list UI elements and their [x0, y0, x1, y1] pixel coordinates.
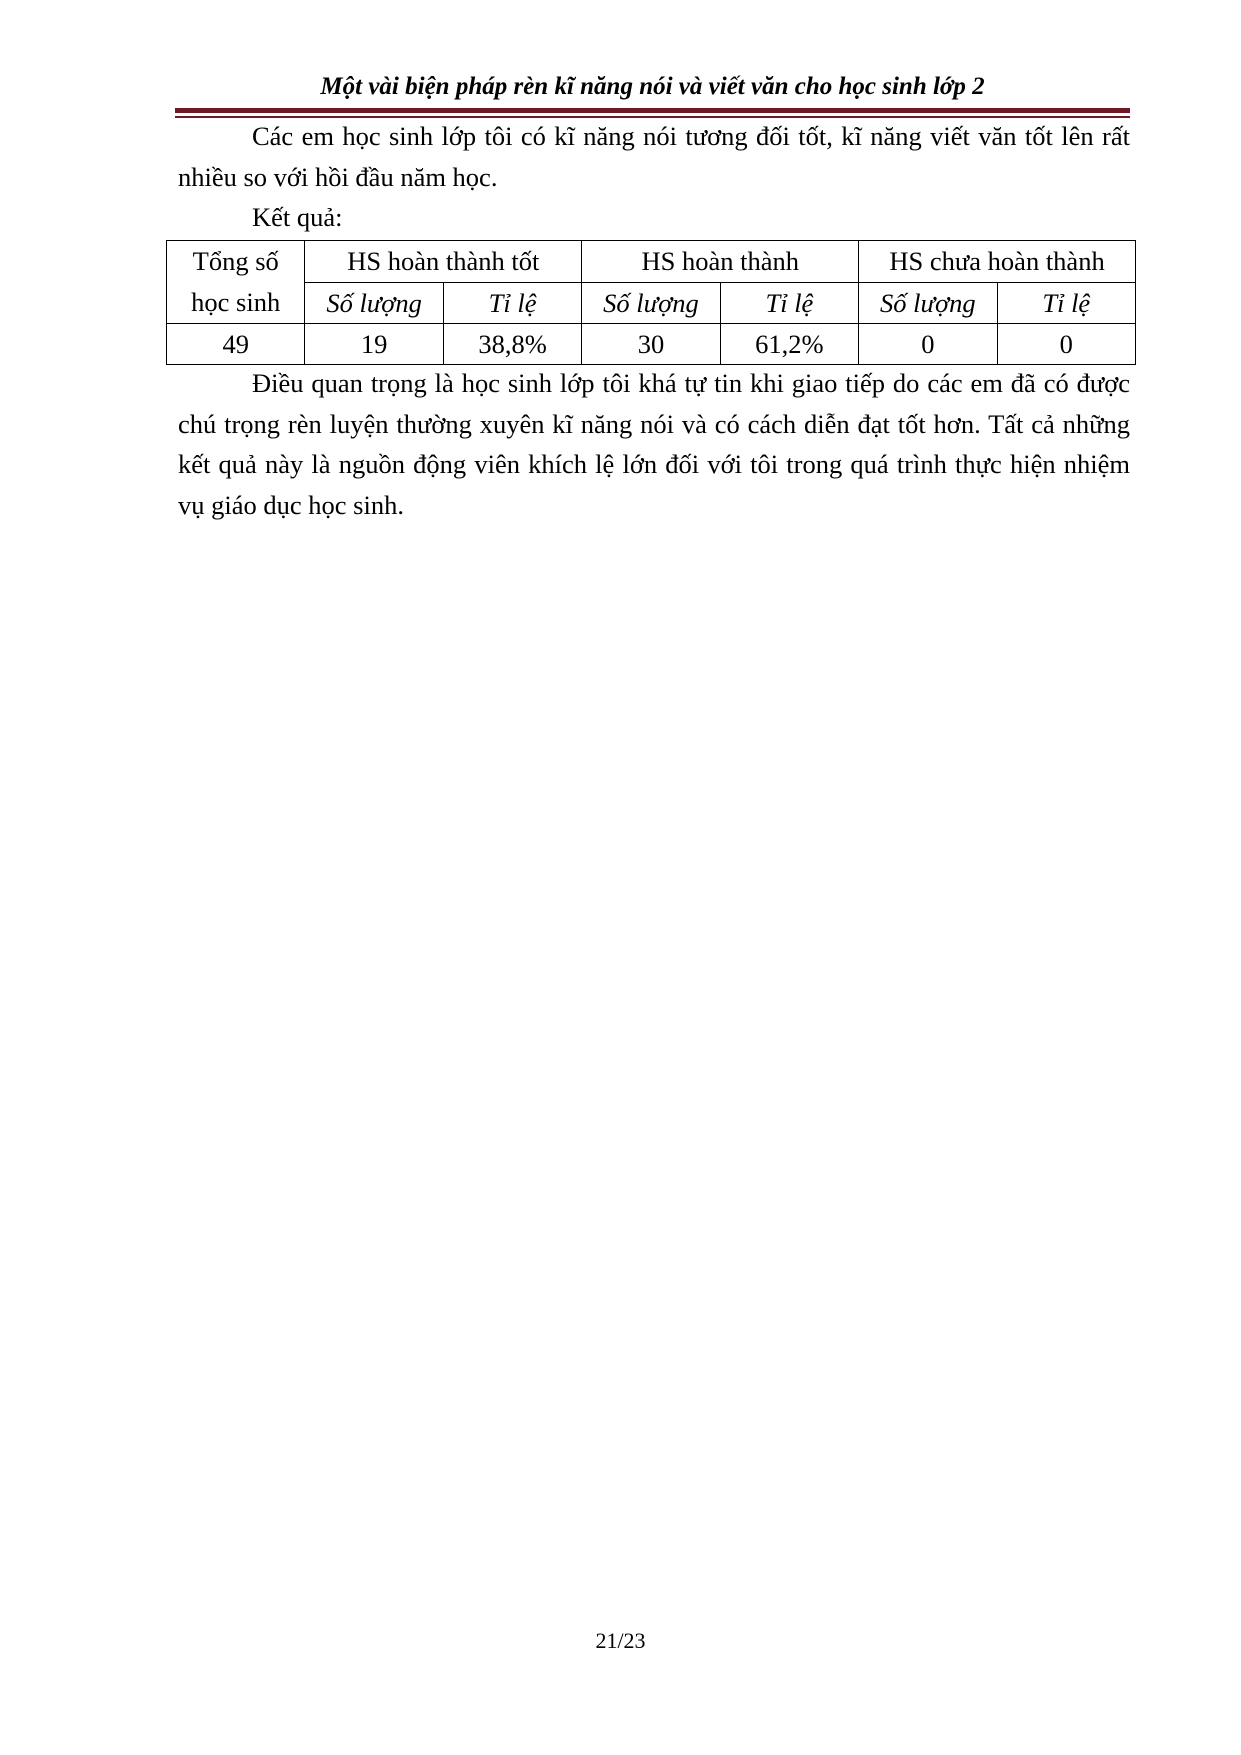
result-label: Kết quả:: [252, 202, 343, 232]
table-header-row: [167, 241, 1136, 283]
intro-paragraph: [178, 116, 1130, 197]
page-number: 21/23: [595, 1628, 646, 1653]
cell-good-count: 19: [305, 324, 443, 365]
group-header-incomplete: HS chưa hoàn thành: [859, 241, 1136, 283]
total-students-header: [167, 241, 305, 324]
conclusion-paragraph-text: Điều quan trọng là học sinh lớp tôi khá tự tin khi giao tiếp do các em đã có được chú trọng rèn luyện thường xuyên kĩ năng nói và có cách diễn đạt tốt hơn. Tất cả những kết quả này là nguồn động viên khích lệ lớn đối với tôi trong quá trình thực hiện nhiệm vụ giáo dục học sinh.: [178, 368, 1130, 520]
page-header-title: Một vài biện pháp rèn kĩ năng nói và viết văn cho học sinh lớp 2: [320, 73, 985, 100]
header-divider-thick: [175, 108, 1130, 113]
results-table: [166, 240, 1136, 365]
total-students-header-line1: Tổng số: [192, 246, 279, 276]
cell-complete-rate: 61,2%: [720, 324, 858, 365]
subheader-complete-rate: Tỉ lệ: [720, 282, 858, 324]
subheader-good-rate: Tỉ lệ: [443, 282, 581, 324]
table-subheader-row: [167, 282, 1136, 324]
cell-incomplete-count: 0: [859, 324, 997, 365]
group-header-complete: HS hoàn thành: [582, 241, 859, 283]
result-label-paragraph: [178, 197, 1130, 238]
total-students-header-line2: học sinh: [191, 287, 281, 317]
group-header-good: HS hoàn thành tốt: [305, 241, 582, 283]
subheader-incomplete-count: Số lượng: [859, 282, 997, 324]
cell-complete-count: 30: [582, 324, 720, 365]
cell-incomplete-rate: 0: [997, 324, 1135, 365]
cell-total-students: 49: [167, 324, 305, 365]
cell-good-rate: 38,8%: [443, 324, 581, 365]
conclusion-paragraph: [178, 363, 1130, 525]
subheader-incomplete-rate: Tỉ lệ: [997, 282, 1135, 324]
table-row: [167, 324, 1136, 365]
intro-paragraph-text: Các em học sinh lớp tôi có kĩ năng nói tương đối tốt, kĩ năng viết văn tốt lên rất nhiều so với hồi đầu năm học.: [178, 121, 1130, 192]
subheader-complete-count: Số lượng: [582, 282, 720, 324]
subheader-good-count: Số lượng: [305, 282, 443, 324]
